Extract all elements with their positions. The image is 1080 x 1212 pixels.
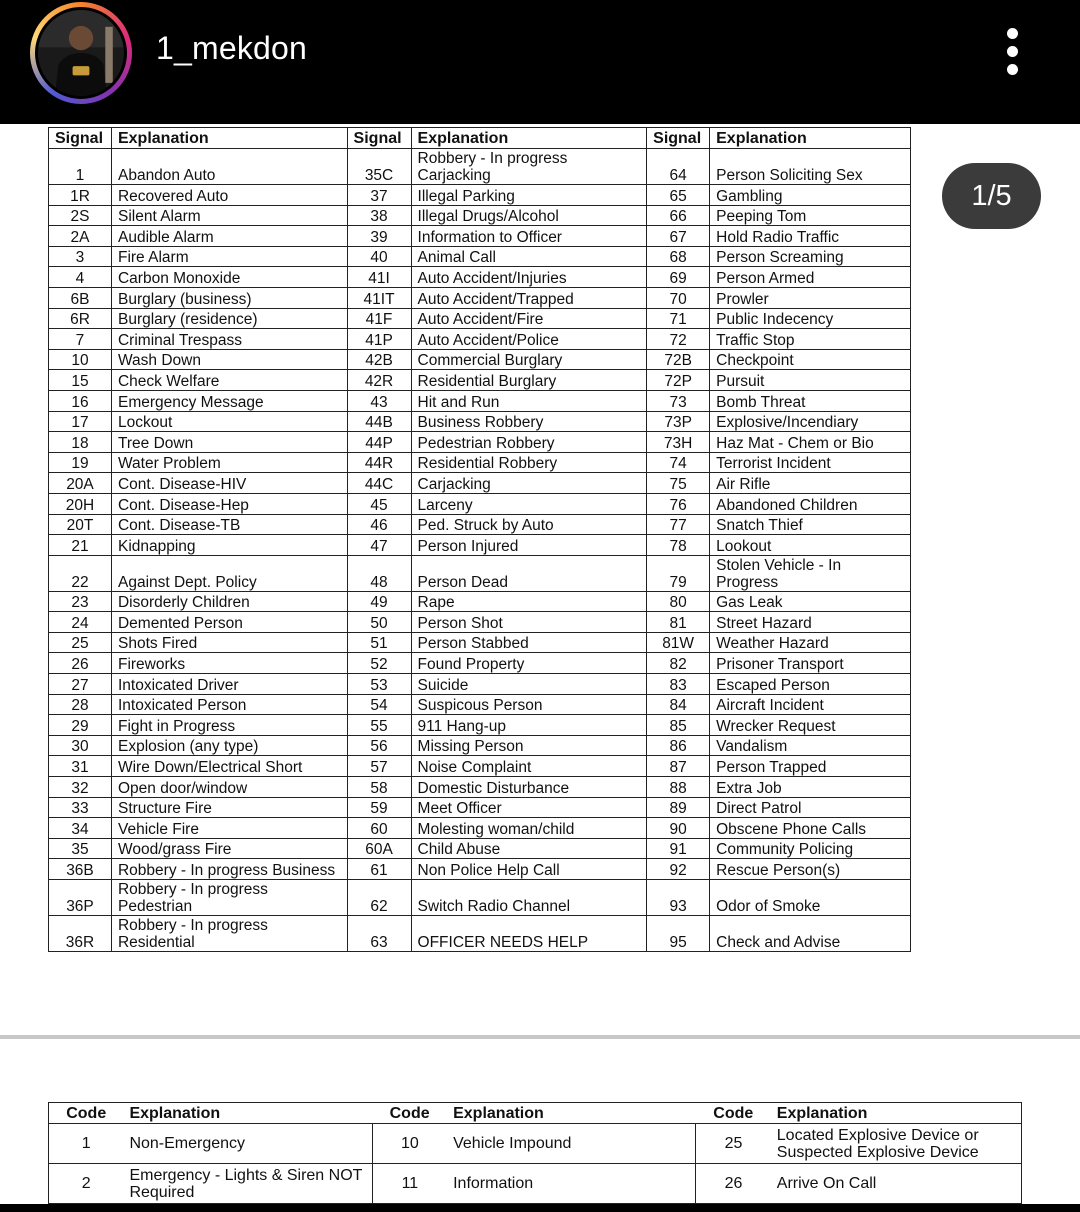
explanation-cell: Pedestrian Robbery: [411, 432, 647, 453]
explanation-cell: Robbery - In progress Carjacking: [411, 149, 647, 185]
table-row: [49, 226, 911, 247]
column-header: Signal: [347, 128, 411, 149]
explanation-cell: Found Property: [411, 653, 647, 674]
signal-cell: 81W: [647, 632, 710, 653]
codes-header-row: [49, 1103, 1022, 1124]
explanation-cell: Wrecker Request: [710, 715, 911, 736]
signal-cell: 36P: [49, 880, 112, 916]
explanation-cell: Aircraft Incident: [710, 694, 911, 715]
column-header: Signal: [49, 128, 112, 149]
signal-cell: 69: [647, 267, 710, 288]
signal-cell: 53: [347, 674, 411, 695]
explanation-cell: Criminal Trespass: [111, 329, 347, 350]
explanation-cell: Meet Officer: [411, 797, 647, 818]
signal-cell: 34: [49, 818, 112, 839]
table-row: [49, 390, 911, 411]
signal-cell: 16: [49, 390, 112, 411]
explanation-cell: Child Abuse: [411, 838, 647, 859]
signal-cell: 39: [347, 226, 411, 247]
explanation-cell: Residential Robbery: [411, 452, 647, 473]
explanation-cell: Vandalism: [710, 735, 911, 756]
signal-cell: 44B: [347, 411, 411, 432]
table-row: [49, 735, 911, 756]
table-row: [49, 329, 911, 350]
explanation-cell: Auto Accident/Injuries: [411, 267, 647, 288]
signal-cell: 92: [647, 859, 710, 880]
signal-cell: 35C: [347, 149, 411, 185]
signal-cell: 66: [647, 205, 710, 226]
code-cell: 1: [49, 1124, 124, 1164]
signal-cell: 20A: [49, 473, 112, 494]
signal-cell: 32: [49, 777, 112, 798]
explanation-cell: Against Dept. Policy: [111, 555, 347, 591]
explanation-cell: Information: [447, 1164, 696, 1204]
explanation-cell: Cont. Disease-HIV: [111, 473, 347, 494]
divider: [0, 1035, 1080, 1039]
signal-cell: 22: [49, 555, 112, 591]
signal-cell: 36B: [49, 859, 112, 880]
signal-cell: 44C: [347, 473, 411, 494]
table-row: [49, 287, 911, 308]
explanation-cell: Carbon Monoxide: [111, 267, 347, 288]
explanation-cell: Check Welfare: [111, 370, 347, 391]
column-header: Explanation: [447, 1103, 696, 1124]
signal-cell: 73H: [647, 432, 710, 453]
signal-cell: 73: [647, 390, 710, 411]
signals-header-row: [49, 128, 911, 149]
signal-cell: 44R: [347, 452, 411, 473]
signal-cell: 17: [49, 411, 112, 432]
explanation-cell: Escaped Person: [710, 674, 911, 695]
explanation-cell: OFFICER NEEDS HELP: [411, 916, 647, 952]
more-vertical-icon[interactable]: [996, 22, 1030, 82]
explanation-cell: Cont. Disease-Hep: [111, 493, 347, 514]
explanation-cell: Silent Alarm: [111, 205, 347, 226]
signal-cell: 37: [347, 185, 411, 206]
table-row: [49, 1164, 1022, 1204]
code-cell: 25: [696, 1124, 771, 1164]
table-row: [49, 838, 911, 859]
table-row: [49, 246, 911, 267]
explanation-cell: Check and Advise: [710, 916, 911, 952]
explanation-cell: Fireworks: [111, 653, 347, 674]
explanation-cell: Bomb Threat: [710, 390, 911, 411]
explanation-cell: Switch Radio Channel: [411, 880, 647, 916]
explanation-cell: Prisoner Transport: [710, 653, 911, 674]
explanation-cell: Water Problem: [111, 452, 347, 473]
explanation-cell: Auto Accident/Fire: [411, 308, 647, 329]
signal-cell: 47: [347, 535, 411, 556]
signal-cell: 88: [647, 777, 710, 798]
column-header: Explanation: [123, 1103, 372, 1124]
table-row: [49, 674, 911, 695]
explanation-cell: Air Rifle: [710, 473, 911, 494]
column-header: Explanation: [710, 128, 911, 149]
column-header: Code: [372, 1103, 447, 1124]
signal-cell: 77: [647, 514, 710, 535]
signal-cell: 63: [347, 916, 411, 952]
signal-cell: 2S: [49, 205, 112, 226]
explanation-cell: Snatch Thief: [710, 514, 911, 535]
signal-cell: 20H: [49, 493, 112, 514]
signal-cell: 41P: [347, 329, 411, 350]
signal-cell: 41IT: [347, 287, 411, 308]
table-row: [49, 777, 911, 798]
signal-cell: 30: [49, 735, 112, 756]
explanation-cell: Intoxicated Driver: [111, 674, 347, 695]
signal-cell: 59: [347, 797, 411, 818]
explanation-cell: Person Screaming: [710, 246, 911, 267]
code-cell: 2: [49, 1164, 124, 1204]
signal-cell: 67: [647, 226, 710, 247]
signal-cell: 44P: [347, 432, 411, 453]
explanation-cell: Suspicous Person: [411, 694, 647, 715]
signal-cell: 81: [647, 612, 710, 633]
signal-cell: 1: [49, 149, 112, 185]
column-header: Code: [49, 1103, 124, 1124]
table-row: [49, 185, 911, 206]
explanation-cell: Suicide: [411, 674, 647, 695]
table-row: [49, 880, 911, 916]
explanation-cell: Odor of Smoke: [710, 880, 911, 916]
signal-cell: 73P: [647, 411, 710, 432]
signal-cell: 40: [347, 246, 411, 267]
signal-cell: 23: [49, 591, 112, 612]
table-row: [49, 473, 911, 494]
table-row: [49, 493, 911, 514]
explanation-cell: Illegal Drugs/Alcohol: [411, 205, 647, 226]
explanation-cell: Open door/window: [111, 777, 347, 798]
signal-cell: 64: [647, 149, 710, 185]
table-row: [49, 514, 911, 535]
explanation-cell: Explosion (any type): [111, 735, 347, 756]
explanation-cell: Stolen Vehicle - In Progress: [710, 555, 911, 591]
explanation-cell: Prowler: [710, 287, 911, 308]
explanation-cell: Fire Alarm: [111, 246, 347, 267]
signal-cell: 52: [347, 653, 411, 674]
post-header: [0, 0, 1080, 124]
table-row: [49, 349, 911, 370]
explanation-cell: Audible Alarm: [111, 226, 347, 247]
bottom-bar: [0, 1204, 1080, 1212]
explanation-cell: Gas Leak: [710, 591, 911, 612]
table-row: [49, 756, 911, 777]
explanation-cell: Commercial Burglary: [411, 349, 647, 370]
explanation-cell: Demented Person: [111, 612, 347, 633]
explanation-cell: Animal Call: [411, 246, 647, 267]
signal-cell: 7: [49, 329, 112, 350]
explanation-cell: Tree Down: [111, 432, 347, 453]
explanation-cell: Fight in Progress: [111, 715, 347, 736]
table-row: [49, 308, 911, 329]
signal-cell: 29: [49, 715, 112, 736]
explanation-cell: Structure Fire: [111, 797, 347, 818]
explanation-cell: Robbery - In progress Residential: [111, 916, 347, 952]
signal-cell: 54: [347, 694, 411, 715]
signal-cell: 79: [647, 555, 710, 591]
explanation-cell: Disorderly Children: [111, 591, 347, 612]
signal-cell: 43: [347, 390, 411, 411]
explanation-cell: Ped. Struck by Auto: [411, 514, 647, 535]
explanation-cell: Wash Down: [111, 349, 347, 370]
signal-cell: 57: [347, 756, 411, 777]
explanation-cell: Haz Mat - Chem or Bio: [710, 432, 911, 453]
codes-body: [49, 1124, 1022, 1204]
signal-cell: 60A: [347, 838, 411, 859]
explanation-cell: Emergency - Lights & Siren NOT Required: [123, 1164, 372, 1204]
signal-cell: 65: [647, 185, 710, 206]
explanation-cell: Person Dead: [411, 555, 647, 591]
signal-cell: 24: [49, 612, 112, 633]
username[interactable]: 1_mekdon: [156, 30, 308, 66]
explanation-cell: Hit and Run: [411, 390, 647, 411]
explanation-cell: Residential Burglary: [411, 370, 647, 391]
explanation-cell: Non-Emergency: [123, 1124, 372, 1164]
explanation-cell: Larceny: [411, 493, 647, 514]
signal-cell: 72B: [647, 349, 710, 370]
explanation-cell: 911 Hang-up: [411, 715, 647, 736]
explanation-cell: Wire Down/Electrical Short: [111, 756, 347, 777]
explanation-cell: Abandoned Children: [710, 493, 911, 514]
signal-cell: 72P: [647, 370, 710, 391]
explanation-cell: Peeping Tom: [710, 205, 911, 226]
explanation-cell: Person Armed: [710, 267, 911, 288]
signal-cell: 62: [347, 880, 411, 916]
signal-cell: 90: [647, 818, 710, 839]
table-row: [49, 411, 911, 432]
table-row: [49, 916, 911, 952]
column-header: Explanation: [411, 128, 647, 149]
column-header: Code: [696, 1103, 771, 1124]
table-row: [49, 535, 911, 556]
explanation-cell: Emergency Message: [111, 390, 347, 411]
explanation-cell: Vehicle Fire: [111, 818, 347, 839]
signal-cell: 93: [647, 880, 710, 916]
explanation-cell: Person Stabbed: [411, 632, 647, 653]
explanation-cell: Kidnapping: [111, 535, 347, 556]
table-row: [49, 1124, 1022, 1164]
signal-cell: 86: [647, 735, 710, 756]
signal-cell: 10: [49, 349, 112, 370]
signal-cell: 20T: [49, 514, 112, 535]
signal-cell: 83: [647, 674, 710, 695]
signal-cell: 89: [647, 797, 710, 818]
explanation-cell: Lookout: [710, 535, 911, 556]
explanation-cell: Business Robbery: [411, 411, 647, 432]
avatar[interactable]: [35, 7, 127, 99]
signal-cell: 70: [647, 287, 710, 308]
signal-cell: 74: [647, 452, 710, 473]
signal-cell: 33: [49, 797, 112, 818]
explanation-cell: Non Police Help Call: [411, 859, 647, 880]
signal-cell: 75: [647, 473, 710, 494]
signal-cell: 15: [49, 370, 112, 391]
table-row: [49, 797, 911, 818]
code-cell: 10: [372, 1124, 447, 1164]
table-row: [49, 205, 911, 226]
signal-cell: 45: [347, 493, 411, 514]
explanation-cell: Public Indecency: [710, 308, 911, 329]
signal-cell: 95: [647, 916, 710, 952]
table-row: [49, 653, 911, 674]
table-row: [49, 632, 911, 653]
explanation-cell: Abandon Auto: [111, 149, 347, 185]
signal-cell: 38: [347, 205, 411, 226]
explanation-cell: Direct Patrol: [710, 797, 911, 818]
explanation-cell: Community Policing: [710, 838, 911, 859]
explanation-cell: Shots Fired: [111, 632, 347, 653]
table-row: [49, 715, 911, 736]
signal-cell: 42B: [347, 349, 411, 370]
signal-cell: 49: [347, 591, 411, 612]
signal-cell: 68: [647, 246, 710, 267]
signal-cell: 27: [49, 674, 112, 695]
explanation-cell: Domestic Disturbance: [411, 777, 647, 798]
explanation-cell: Recovered Auto: [111, 185, 347, 206]
explanation-cell: Traffic Stop: [710, 329, 911, 350]
signal-cell: 6R: [49, 308, 112, 329]
explanation-cell: Hold Radio Traffic: [710, 226, 911, 247]
signal-cell: 82: [647, 653, 710, 674]
page-counter-badge: 1/5: [942, 163, 1041, 229]
signal-cell: 1R: [49, 185, 112, 206]
signal-cell: 61: [347, 859, 411, 880]
signal-cell: 35: [49, 838, 112, 859]
signal-cell: 91: [647, 838, 710, 859]
explanation-cell: Cont. Disease-TB: [111, 514, 347, 535]
signal-cell: 18: [49, 432, 112, 453]
signal-cell: 56: [347, 735, 411, 756]
signal-cell: 51: [347, 632, 411, 653]
signal-cell: 4: [49, 267, 112, 288]
signal-cell: 42R: [347, 370, 411, 391]
table-row: [49, 591, 911, 612]
explanation-cell: Located Explosive Device or Suspected Explosive Device: [771, 1124, 1022, 1164]
signal-cell: 41I: [347, 267, 411, 288]
signal-cell: 72: [647, 329, 710, 350]
explanation-cell: Person Trapped: [710, 756, 911, 777]
signal-cell: 41F: [347, 308, 411, 329]
explanation-cell: Molesting woman/child: [411, 818, 647, 839]
explanation-cell: Information to Officer: [411, 226, 647, 247]
explanation-cell: Person Soliciting Sex: [710, 149, 911, 185]
signal-cell: 36R: [49, 916, 112, 952]
table-row: [49, 859, 911, 880]
explanation-cell: Person Shot: [411, 612, 647, 633]
table-row: [49, 432, 911, 453]
table-row: [49, 818, 911, 839]
signal-cell: 78: [647, 535, 710, 556]
explanation-cell: Missing Person: [411, 735, 647, 756]
column-header: Signal: [647, 128, 710, 149]
codes-table: [48, 1102, 1022, 1204]
signal-cell: 87: [647, 756, 710, 777]
explanation-cell: Robbery - In progress Pedestrian: [111, 880, 347, 916]
signal-cell: 31: [49, 756, 112, 777]
code-cell: 11: [372, 1164, 447, 1204]
signal-cell: 25: [49, 632, 112, 653]
signal-cell: 85: [647, 715, 710, 736]
signal-cell: 19: [49, 452, 112, 473]
story-ring[interactable]: [30, 2, 132, 104]
explanation-cell: Wood/grass Fire: [111, 838, 347, 859]
explanation-cell: Pursuit: [710, 370, 911, 391]
explanation-cell: Auto Accident/Police: [411, 329, 647, 350]
signal-cell: 80: [647, 591, 710, 612]
explanation-cell: Intoxicated Person: [111, 694, 347, 715]
table-row: [49, 452, 911, 473]
table-row: [49, 370, 911, 391]
table-row: [49, 267, 911, 288]
explanation-cell: Vehicle Impound: [447, 1124, 696, 1164]
explanation-cell: Explosive/Incendiary: [710, 411, 911, 432]
signal-cell: 60: [347, 818, 411, 839]
signals-body: [49, 149, 911, 952]
explanation-cell: Robbery - In progress Business: [111, 859, 347, 880]
table-row: [49, 149, 911, 185]
explanation-cell: Gambling: [710, 185, 911, 206]
profile-avatar: [38, 10, 124, 96]
explanation-cell: Auto Accident/Trapped: [411, 287, 647, 308]
explanation-cell: Noise Complaint: [411, 756, 647, 777]
explanation-cell: Lockout: [111, 411, 347, 432]
signal-cell: 46: [347, 514, 411, 535]
explanation-cell: Illegal Parking: [411, 185, 647, 206]
explanation-cell: Obscene Phone Calls: [710, 818, 911, 839]
table-row: [49, 612, 911, 633]
code-cell: 26: [696, 1164, 771, 1204]
signals-table: [48, 127, 911, 952]
explanation-cell: Extra Job: [710, 777, 911, 798]
signal-cell: 2A: [49, 226, 112, 247]
signal-cell: 21: [49, 535, 112, 556]
explanation-cell: Weather Hazard: [710, 632, 911, 653]
explanation-cell: Checkpoint: [710, 349, 911, 370]
explanation-cell: Arrive On Call: [771, 1164, 1022, 1204]
explanation-cell: Rape: [411, 591, 647, 612]
signal-cell: 58: [347, 777, 411, 798]
signal-cell: 48: [347, 555, 411, 591]
column-header: Explanation: [771, 1103, 1022, 1124]
signal-cell: 71: [647, 308, 710, 329]
table-row: [49, 555, 911, 591]
signal-cell: 3: [49, 246, 112, 267]
signal-cell: 76: [647, 493, 710, 514]
explanation-cell: Terrorist Incident: [710, 452, 911, 473]
signal-cell: 6B: [49, 287, 112, 308]
explanation-cell: Burglary (business): [111, 287, 347, 308]
table-row: [49, 694, 911, 715]
explanation-cell: Rescue Person(s): [710, 859, 911, 880]
explanation-cell: Street Hazard: [710, 612, 911, 633]
signal-cell: 26: [49, 653, 112, 674]
explanation-cell: Carjacking: [411, 473, 647, 494]
column-header: Explanation: [111, 128, 347, 149]
explanation-cell: Person Injured: [411, 535, 647, 556]
signal-cell: 55: [347, 715, 411, 736]
explanation-cell: Burglary (residence): [111, 308, 347, 329]
signal-cell: 50: [347, 612, 411, 633]
signal-cell: 84: [647, 694, 710, 715]
signal-cell: 28: [49, 694, 112, 715]
